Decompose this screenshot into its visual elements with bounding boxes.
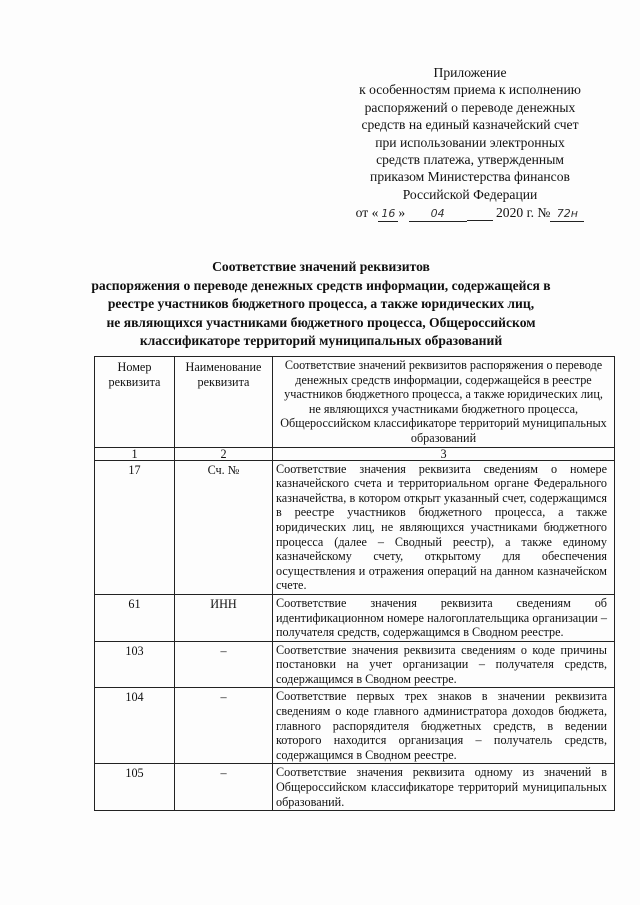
table-header-row <box>95 357 615 448</box>
appendix-line: распоряжений о переводе денежных <box>364 99 576 115</box>
date-prefix: от « <box>355 205 379 221</box>
header-correspondence: Соответствие значений реквизитов распоряжения о переводе денежных средств информации, содержащейся в реестре участников бюджетного процесса, а также юридических лиц, не являющихся участниками бюджетного процесса, Общероссийском классификаторе территорий муниципальных образований <box>273 357 615 448</box>
row-number: 17 <box>95 460 175 594</box>
row-name: – <box>175 688 273 764</box>
row-number: 105 <box>95 764 175 811</box>
header-name: Наименование реквизита <box>175 357 273 448</box>
row-number: 103 <box>95 641 175 688</box>
date-year: 2020 г. № <box>495 205 551 221</box>
date-day: 16 <box>378 207 398 222</box>
requisites-table <box>94 356 615 811</box>
row-text-cell <box>273 460 615 594</box>
appendix-line: Приложение <box>433 65 507 80</box>
column-number: 1 <box>95 447 175 460</box>
header-number: Номер реквизита <box>95 357 175 448</box>
table-row <box>95 594 615 641</box>
approval-date-line <box>330 204 610 222</box>
column-number: 2 <box>175 447 273 460</box>
table-row <box>95 688 615 764</box>
row-text-cell <box>273 688 615 764</box>
row-name: ИНН <box>175 594 273 641</box>
row-name: – <box>175 641 273 688</box>
row-text: Соответствие значения реквизита сведениям о коде причины постановки на учет организации – получателя средств, содержащимся в Сводном реестре. <box>276 642 607 686</box>
date-underline <box>467 206 493 221</box>
column-number-row <box>95 447 615 460</box>
date-month: 04 <box>409 207 467 222</box>
appendix-line: при использовании электронных <box>375 134 565 150</box>
table-row <box>95 460 615 594</box>
row-text-cell <box>273 641 615 688</box>
row-name: Сч. № <box>175 460 273 594</box>
title-line: Соответствие значений реквизитов <box>212 259 430 274</box>
column-number: 3 <box>273 447 615 460</box>
appendix-line: Российской Федерации <box>402 186 538 202</box>
date-mid: » <box>398 205 406 221</box>
row-text: Соответствие значения реквизита сведениям о номере казначейского счета и территориальном органе Федерального казначейства, в котором открыт указанный счет, содержащимся в реестре участников бюджетного процесса, а также юридических лиц, не являющихся участниками бюджетного процесса (далее – Сводный реестр), а также единому казначейскому счету, открытому для обеспечения осуществления и отражения операций на данном казначейском счете. <box>276 461 607 593</box>
title-line: реестре участников бюджетного процесса, а также юридических лиц, <box>107 296 535 312</box>
table-row <box>95 641 615 688</box>
appendix-line: к особенностям приема к исполнению <box>359 82 581 98</box>
title-line: не являющихся участниками бюджетного процесса, Общероссийском <box>106 314 536 330</box>
appendix-line: приказом Министерства финансов <box>370 169 570 185</box>
row-number: 61 <box>95 594 175 641</box>
title-line: классификаторе территорий муниципальных образований <box>139 333 503 349</box>
row-text-cell <box>273 594 615 641</box>
appendix-line: средств платежа, утвержденным <box>376 152 564 168</box>
row-text-cell <box>273 764 615 811</box>
row-name: – <box>175 764 273 811</box>
row-text: Соответствие первых трех знаков в значении реквизита сведениям о коде главного администратора доходов бюджета, главного распорядителя бюджетных средств, в ведении которого находится организация – получатель средств, содержащимся в Сводном реестре. <box>276 689 607 762</box>
appendix-line: средств на единый казначейский счет <box>361 117 579 133</box>
order-number: 72н <box>550 207 584 222</box>
appendix-block <box>330 64 610 222</box>
row-number: 104 <box>95 688 175 764</box>
row-text: Соответствие значения реквизита сведениям об идентификационном номере налогоплательщика организации – получателя средств, содержащимся в Сводном реестре. <box>276 595 607 640</box>
row-text: Соответствие значения реквизита одному из значений в Общероссийском классификаторе территорий муниципальных образований. <box>276 765 607 809</box>
table-row <box>95 764 615 811</box>
title-line: распоряжения о переводе денежных средств информации, содержащейся в <box>91 277 551 293</box>
document-title <box>78 258 564 351</box>
